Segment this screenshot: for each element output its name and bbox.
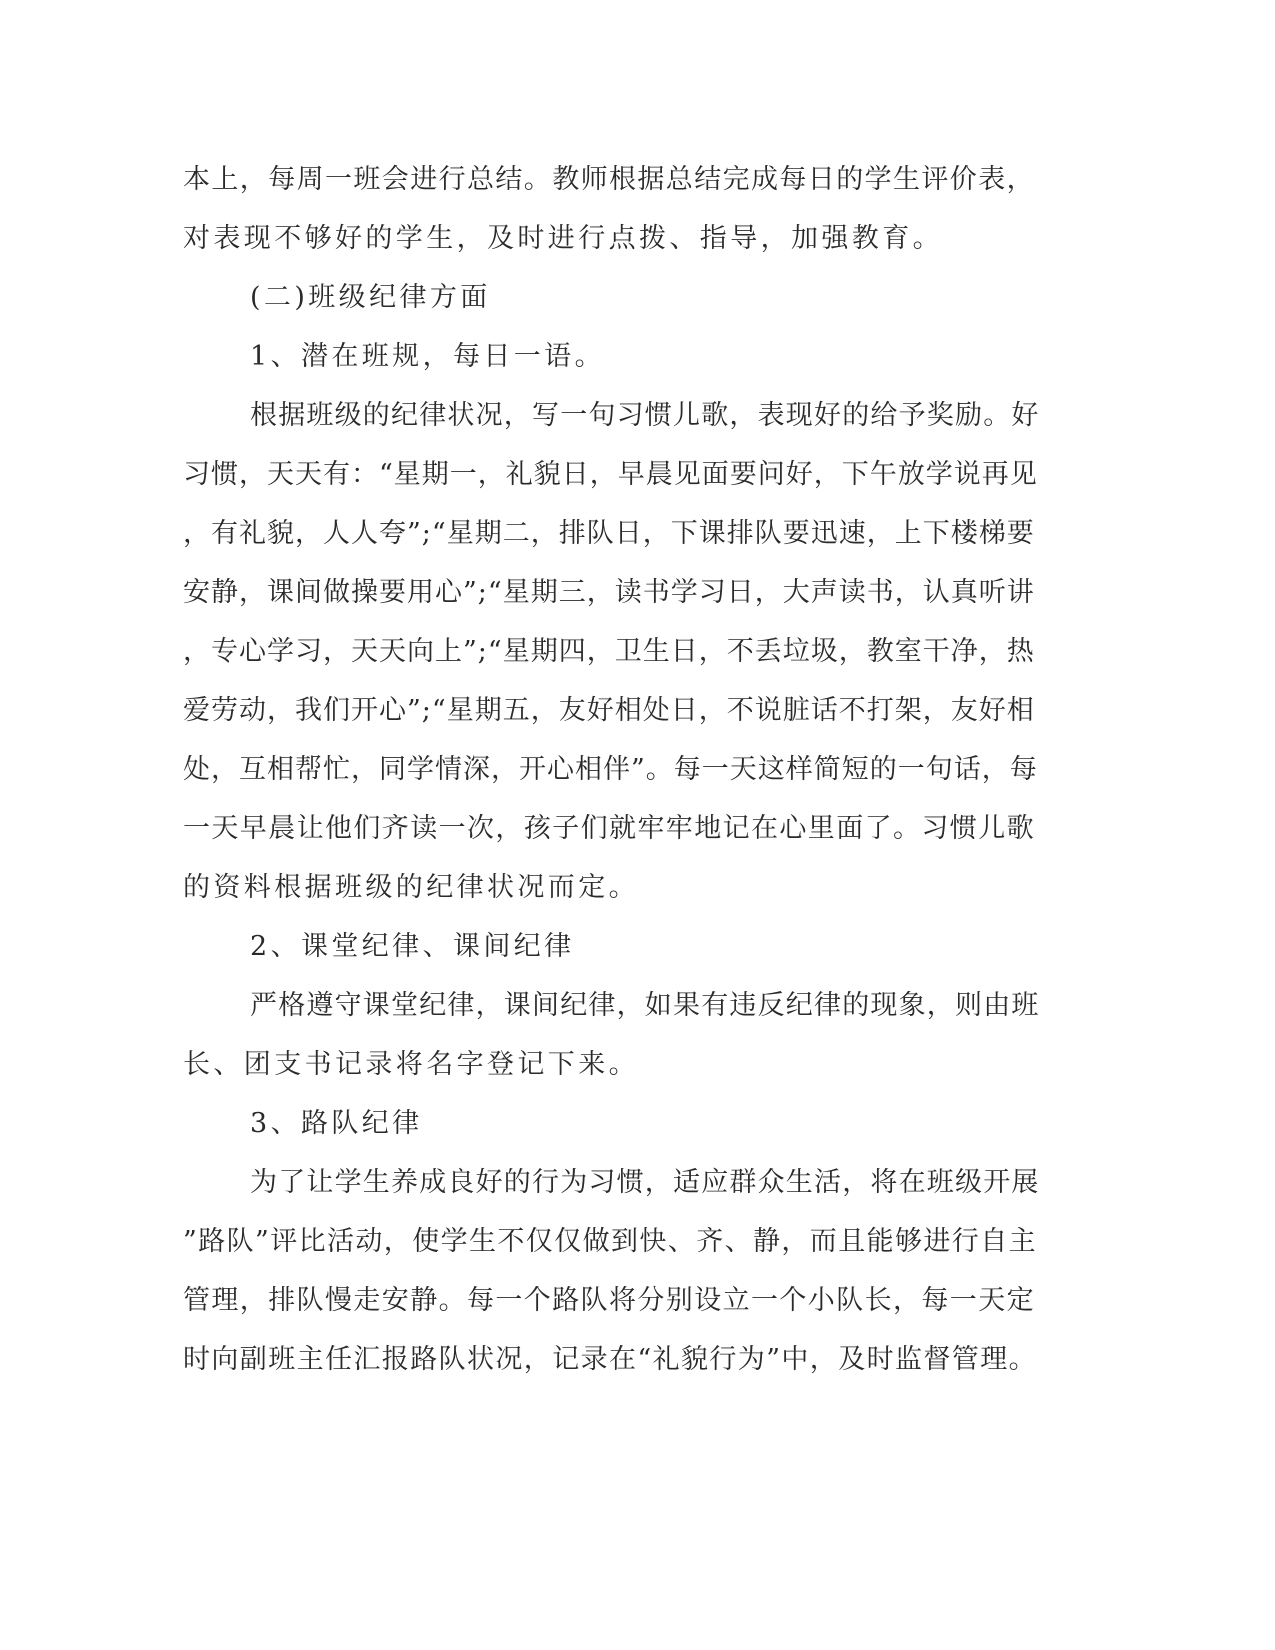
body-text-line: 习惯，天天有：“星期一，礼貌日，早晨见面要问好，下午放学说再见	[183, 459, 1038, 490]
body-text-line: ”路队”评比活动，使学生不仅仅做到快、齐、静，而且能够进行自主	[183, 1226, 1038, 1257]
subsection-heading: 2、课堂纪律、课间纪律	[250, 931, 575, 962]
body-text-line: ，有礼貌，人人夸”;“星期二，排队日，下课排队要迅速，上下楼梯要	[183, 518, 1035, 549]
body-text-line: 爱劳动，我们开心”;“星期五，友好相处日，不说脏话不打架，友好相	[183, 695, 1035, 726]
body-text-line: 处，互相帮忙，同学情深，开心相伴”。每一天这样简短的一句话，每	[183, 754, 1038, 785]
subsection-heading: 1、潜在班规，每日一语。	[250, 341, 605, 372]
body-text-line: 对表现不够好的学生，及时进行点拨、指导，加强教育。	[183, 223, 943, 254]
body-text-line: 管理，排队慢走安静。每一个路队将分别设立一个小队长，每一天定	[183, 1285, 1035, 1316]
subsection-heading: 3、路队纪律	[250, 1108, 423, 1139]
body-text-line: 本上，每周一班会进行总结。教师根据总结完成每日的学生评价表，	[183, 164, 1035, 195]
body-text-line: 为了让学生养成良好的行为习惯，适应群众生活，将在班级开展	[250, 1167, 1040, 1198]
body-text-line: 安静，课间做操要用心”;“星期三，读书学习日，大声读书，认真听讲	[183, 577, 1035, 608]
section-heading: (二)班级纪律方面	[250, 282, 491, 313]
body-text-line: 长、团支书记录将名字登记下来。	[183, 1049, 639, 1080]
body-text-line: ，专心学习，天天向上”;“星期四，卫生日，不丢垃圾，教室干净，热	[183, 636, 1035, 667]
body-text-line: 根据班级的纪律状况，写一句习惯儿歌，表现好的给予奖励。好	[250, 400, 1040, 431]
body-text-line: 一天早晨让他们齐读一次，孩子们就牢牢地记在心里面了。习惯儿歌	[183, 813, 1035, 844]
body-text-line: 的资料根据班级的纪律状况而定。	[183, 872, 639, 903]
body-text-line: 时向副班主任汇报路队状况，记录在“礼貌行为”中，及时监督管理。	[183, 1344, 1038, 1375]
body-text-line: 严格遵守课堂纪律，课间纪律，如果有违反纪律的现象，则由班	[250, 990, 1040, 1021]
